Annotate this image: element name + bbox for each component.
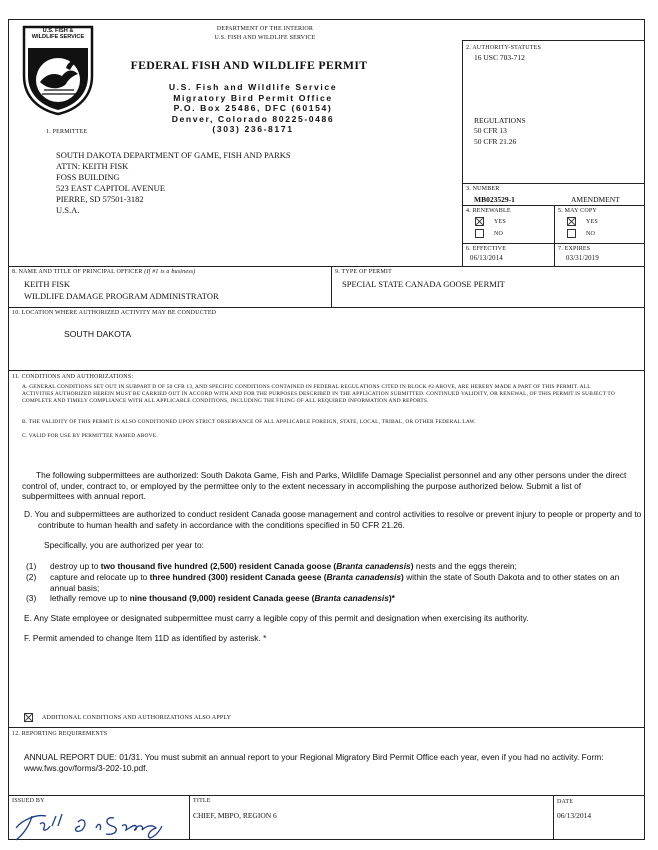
- permittee-address: [56, 150, 291, 216]
- item-destroy-nests: [50, 561, 640, 572]
- permittee-line: PIERRE, SD 57501-3182: [56, 194, 144, 204]
- block1-label: 1. PERMITTEE: [46, 129, 88, 135]
- block8-label-text: 8. NAME AND TITLE OF PRINCIPAL OFFICER: [12, 269, 143, 275]
- office-line: Migratory Bird Permit Office: [173, 92, 333, 103]
- block5-label: 5. MAY COPY: [558, 208, 597, 214]
- block8-label: [12, 269, 195, 276]
- item-bold: two thousand five hundred (2,500) resident Canada goose (: [100, 561, 337, 571]
- block8-label-note: (If #1 is a business): [144, 269, 196, 275]
- permittee-name: SOUTH DAKOTA DEPARTMENT OF GAME, FISH AND PARKS: [56, 150, 291, 160]
- signature: [10, 802, 188, 844]
- location-value: SOUTH DAKOTA: [64, 329, 132, 339]
- item-number: (2): [26, 572, 37, 582]
- item-bold: )*: [388, 593, 395, 603]
- effective-date: 06/13/2014: [470, 255, 503, 262]
- block4-label: 4. RENEWABLE: [466, 208, 511, 214]
- issued-by-label: ISSUED BY: [12, 798, 45, 804]
- permit-title: FEDERAL FISH AND WILDLIFE PERMIT: [130, 58, 368, 72]
- block10-label: 10. LOCATION WHERE AUTHORIZED ACTIVITY MAY BE CONDUCTED: [12, 310, 217, 316]
- condition-c: C. VALID FOR USE BY PERMITTEE NAMED ABOVE.: [22, 433, 158, 439]
- renewable-yes-label: YES: [494, 219, 506, 225]
- species-name: Branta canadensis: [336, 561, 411, 571]
- may-copy-yes-checkbox[interactable]: [567, 217, 576, 226]
- item-bold: three hundred (300) resident Canada geese (: [149, 572, 327, 582]
- issuer-title: CHIEF, MBPO, REGION 6: [193, 811, 277, 820]
- item-text: capture and relocate up to: [50, 572, 150, 582]
- block9-label: 9. TYPE OF PERMIT: [335, 269, 392, 275]
- species-name: Branta canadensis: [314, 593, 389, 603]
- amendment-label: AMENDMENT: [571, 195, 620, 204]
- office-line: P.O. Box 25486, DFC (60154): [173, 103, 333, 114]
- additional-conditions-checkbox[interactable]: [24, 713, 33, 722]
- regulation-item: 50 CFR 21.26: [474, 137, 517, 146]
- item-text: lethally remove up to: [50, 593, 130, 603]
- renewable-yes-checkbox[interactable]: [475, 217, 484, 226]
- may-copy-yes-label: YES: [586, 219, 598, 225]
- service-line: U.S. FISH AND WILDLIFE SERVICE: [214, 35, 316, 41]
- department-line: DEPARTMENT OF THE INTERIOR: [216, 26, 314, 32]
- item-lethal-remove: [50, 593, 640, 604]
- specifically-line: Specifically, you are authorized per year to:: [44, 540, 204, 550]
- block11-label: 11. CONDITIONS AND AUTHORIZATIONS:: [12, 374, 134, 380]
- office-line: (303) 236-8171: [212, 124, 294, 135]
- block2-label: 2. AUTHORITY-STATUTES: [466, 45, 542, 51]
- condition-a: A. GENERAL CONDITIONS SET OUT IN SUBPART D OF 50 CFR 13, AND SPECIFIC CONDITIONS CONTAINED IN FEDERAL REGULATIONS CITED IN BLOCK #2 ABOVE, ARE HEREBY MADE A PART OF THIS PERMIT. ALL ACTIVITIES AUTHORIZED HEREIN MUST BE CARRIED OUT IN ACCORD WITH AND FOR THE PURPOSES DESCRIBED IN THE APPLICATION SUBMITTED. CONTINUED VALIDITY, OR RENEWAL, OF THIS PERMIT IS SUBJECT TO COMPLETE AND TIMELY COMPLIANCE WITH ALL APPLICABLE CONDITIONS, INCLUDING THE FILING OF ALL REQUIRED INFORMATION AND REPORTS.: [22, 384, 615, 404]
- item-relocate: [50, 572, 640, 593]
- condition-e: E. Any State employee or designated subpermittee must carry a legible copy of this permit and designation when exercising its authority.: [24, 613, 529, 623]
- may-copy-no-label: NO: [586, 231, 596, 237]
- block12-label: 12. REPORTING REQUIREMENTS: [12, 731, 108, 737]
- permit-number: MB023529-1: [474, 195, 515, 204]
- condition-d: D. You and subpermittees are authorized to conduct resident Canada goose management and control activities to resolve or prevent injury to people or property and to contribute to human health and safety in accordance with the conditions specified in 50 CFR 21.26.: [24, 509, 642, 530]
- subpermittees-paragraph: The following subpermittees are authorized: South Dakota Game, Fish and Parks, Wildlife Damage Specialist personnel and any other persons under the direct control of, under, contract to, or employed by the permittee only to the extent necessary in accomplishing the purpose authorized below. Submit a list of subpermittees with annual report.: [22, 470, 627, 501]
- item-number: (1): [26, 561, 37, 571]
- item-text: destroy up to: [50, 561, 101, 571]
- principal-officer-title: WILDLIFE DAMAGE PROGRAM ADMINISTRATOR: [24, 291, 219, 301]
- expiration-date: 03/31/2019: [566, 255, 599, 262]
- renewable-no-checkbox[interactable]: [475, 229, 484, 238]
- item-text: nests and the eggs therein;: [413, 561, 517, 571]
- principal-officer-name: KEITH FISK: [24, 279, 71, 289]
- reporting-requirements: ANNUAL REPORT DUE: 01/31. You must submit an annual report to your Regional Migratory Bird Permit Office each year, even if you had no activity. Form: www.fws.gov/forms/3-202-10.pdf.: [24, 752, 604, 773]
- title-label: TITLE: [193, 798, 211, 804]
- block7-label: 7. EXPIRES: [558, 246, 591, 252]
- permit-type: SPECIAL STATE CANADA GOOSE PERMIT: [342, 279, 505, 289]
- condition-b: B. THE VALIDITY OF THIS PERMIT IS ALSO CONDITIONED UPON STRICT OBSERVANCE OF ALL APPLICABLE FOREIGN, STATE, LOCAL, TRIBAL, OR OTHER FEDERAL LAW.: [22, 419, 476, 425]
- item-bold: ): [410, 561, 414, 571]
- condition-f: F. Permit amended to change Item 11D as identified by asterisk. *: [24, 633, 267, 643]
- item-bold: ): [400, 572, 404, 582]
- permittee-line: U.S.A.: [56, 205, 80, 215]
- block3-label: 3. NUMBER: [466, 186, 500, 192]
- signature-icon: [10, 802, 188, 844]
- item-bold: nine thousand (9,000) resident Canada geese (: [129, 593, 315, 603]
- block6-label: 6. EFFECTIVE: [466, 246, 507, 252]
- item-text: within the state of South Dakota and to other states on an annual basis;: [50, 572, 620, 593]
- date-label: DATE: [557, 799, 574, 805]
- regulations-label: REGULATIONS: [474, 116, 526, 125]
- logo-text: U.S. FISH & WILDLIFE SERVICE: [31, 28, 85, 40]
- species-name: Branta canadensis: [326, 572, 401, 582]
- may-copy-no-checkbox[interactable]: [567, 229, 576, 238]
- regulation-item: 50 CFR 13: [474, 126, 507, 135]
- item-number: (3): [26, 593, 37, 603]
- additional-conditions-label: ADDITIONAL CONDITIONS AND AUTHORIZATIONS ALSO APPLY: [42, 715, 232, 721]
- statute: 16 USC 703-712: [474, 53, 525, 62]
- renewable-no-label: NO: [494, 231, 504, 237]
- permittee-attn: ATTN: KEITH FISK: [56, 161, 129, 171]
- permittee-line: FOSS BUILDING: [56, 172, 120, 182]
- issue-date: 06/13/2014: [557, 811, 592, 820]
- office-line: Denver, Colorado 80225-0486: [171, 113, 335, 124]
- office-line: U.S. Fish and Wildlife Service: [168, 82, 338, 92]
- permittee-line: 523 EAST CAPITOL AVENUE: [56, 183, 166, 193]
